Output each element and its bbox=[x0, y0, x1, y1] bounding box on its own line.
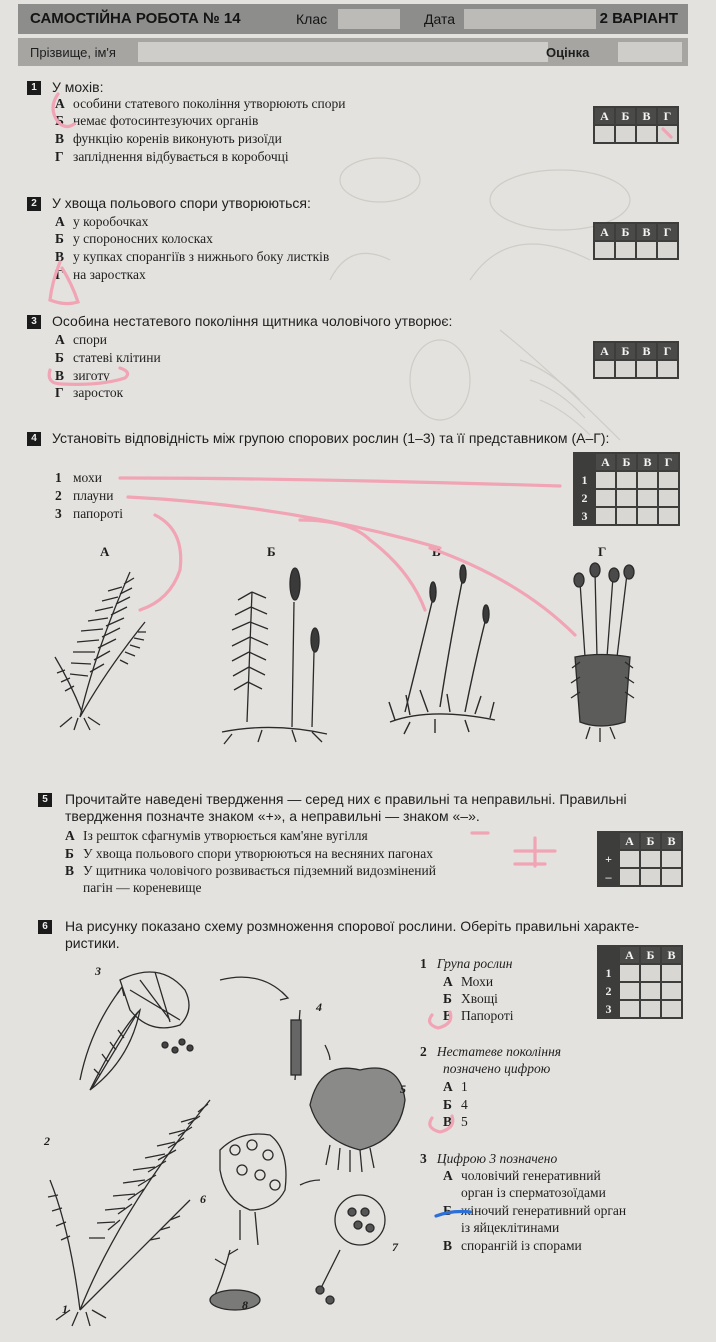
q2-option-g[interactable]: Г на заростках bbox=[55, 267, 146, 282]
q3-option-v[interactable]: В зиготу bbox=[55, 368, 110, 383]
q6-part1-title: 1 Група рослин bbox=[420, 956, 513, 971]
plant-label-v: В bbox=[432, 544, 441, 559]
diagram-number-2: 2 bbox=[44, 1134, 50, 1148]
grade-label: Оцінка bbox=[546, 45, 590, 60]
q4-item-3: 3 папороті bbox=[55, 506, 123, 521]
q5-statement-b: Б У хвоща польового спори утворюються на весняних пагонах bbox=[65, 846, 433, 861]
worksheet-title: САМОСТІЙНА РОБОТА № 14 bbox=[30, 10, 241, 27]
plant-label-a: А bbox=[100, 544, 110, 559]
q6-part1-option-a[interactable]: А Мохи bbox=[443, 974, 494, 989]
q6-answer-grid: А Б В 1 2 3 bbox=[597, 945, 683, 1019]
q2-option-a[interactable]: А у коробочках bbox=[55, 214, 149, 229]
q5-statement-v: В У щитника чоловічого розвивається підземний видозмінений bbox=[65, 863, 436, 878]
q6-part3-option-v[interactable]: В спорангій із спорами bbox=[443, 1238, 582, 1253]
plant-label-g: Г bbox=[598, 544, 607, 559]
question-number-3: 3 bbox=[27, 315, 41, 329]
q4-item-1: 1 мохи bbox=[55, 470, 102, 485]
question-number-4: 4 bbox=[27, 432, 41, 446]
question-2-text: У хвоща польового спори утворюються: bbox=[52, 195, 311, 211]
question-number-2: 2 bbox=[27, 197, 41, 211]
q4-answer-grid: А Б В Г 1 2 3 bbox=[573, 452, 680, 526]
q6-part1-option-b[interactable]: Б Хвощі bbox=[443, 991, 498, 1006]
q6-part3-option-a[interactable]: А чоловічий генеративний bbox=[443, 1168, 601, 1183]
q1-option-g[interactable]: Г запліднення відбувається в коробочці bbox=[55, 149, 289, 164]
diagram-number-7: 7 bbox=[392, 1240, 398, 1254]
q6-part2-option-b[interactable]: Б 4 bbox=[443, 1097, 468, 1112]
q6-part2-option-a[interactable]: А 1 bbox=[443, 1079, 468, 1094]
q6-part1-option-v[interactable]: В Папороті bbox=[443, 1008, 514, 1023]
q2-answer-grid: А Б В Г bbox=[593, 222, 679, 260]
diagram-number-3: 3 bbox=[95, 964, 101, 978]
diagram-number-1: 1 bbox=[62, 1302, 68, 1316]
q1-option-b[interactable]: Б немає фотосинтезуючих органів bbox=[55, 113, 259, 128]
diagram-number-6: 6 bbox=[200, 1192, 206, 1206]
q2-option-v[interactable]: В у купках спорангіїв з нижнього боку листків bbox=[55, 249, 330, 264]
q5-statement-a: А Із решток сфагнумів утворюється кам'яне вугілля bbox=[65, 828, 368, 843]
question-number-5: 5 bbox=[38, 793, 52, 807]
plant-label-b: Б bbox=[267, 544, 276, 559]
question-number-1: 1 bbox=[27, 81, 41, 95]
q6-part3-option-b-cont: із яйцеклітинами bbox=[461, 1220, 560, 1235]
question-4-text: Установіть відповідність між групою спорових рослин (1–3) та її представником (А–Г): bbox=[52, 430, 610, 446]
q6-part3-title: 3 Цифрою 3 позначено bbox=[420, 1151, 558, 1166]
q6-part3-option-b[interactable]: Б жіночий генеративний орган bbox=[443, 1203, 627, 1218]
q1-option-a[interactable]: А особини статевого покоління утворюють спори bbox=[55, 96, 346, 111]
variant-label: 2 ВАРІАНТ bbox=[599, 10, 678, 27]
q6-part2-title-cont: позначено цифрою bbox=[443, 1061, 551, 1076]
q4-item-2: 2 плауни bbox=[55, 488, 114, 503]
q3-answer-grid: А Б В Г bbox=[593, 341, 679, 379]
question-number-6: 6 bbox=[38, 920, 52, 934]
question-6-text-line1: На рисунку показано схему розмноження спорової рослини. Оберіть правильні характе- bbox=[65, 918, 640, 934]
q6-part2-title: 2 Нестатеве покоління bbox=[420, 1044, 562, 1059]
name-label: Прізвище, ім'я bbox=[30, 45, 116, 60]
diagram-number-5: 5 bbox=[400, 1082, 406, 1096]
question-3-text: Особина нестатевого покоління щитника чоловічого утворює: bbox=[52, 313, 453, 329]
date-label: Дата bbox=[424, 11, 456, 27]
question-6-text-line2: ристики. bbox=[65, 935, 120, 951]
q3-option-g[interactable]: Г заросток bbox=[55, 385, 124, 400]
q3-option-a[interactable]: А спори bbox=[55, 332, 107, 347]
q6-part2-option-v[interactable]: В 5 bbox=[443, 1114, 468, 1129]
question-5-text-line1: Прочитайте наведені твердження — серед них є правильні та неправильні. Правильні bbox=[65, 791, 627, 807]
q1-answer-grid: А Б В Г bbox=[593, 106, 679, 144]
q6-part3-option-a-cont: орган із сперматозоїдами bbox=[461, 1185, 606, 1200]
q1-option-v[interactable]: В функцію коренів виконують ризоїди bbox=[55, 131, 282, 146]
class-label: Клас bbox=[296, 11, 328, 27]
q5-answer-grid: А Б В + – bbox=[597, 831, 683, 887]
question-5-text-line2: твердження позначте знаком «+», а неправильні — знаком «–». bbox=[65, 808, 480, 824]
q3-option-b[interactable]: Б статеві клітини bbox=[55, 350, 161, 365]
q5-statement-v-cont: пагін — кореневище bbox=[83, 880, 202, 895]
question-1-text: У мохів: bbox=[52, 79, 104, 95]
q2-option-b[interactable]: Б у спороносних колосках bbox=[55, 231, 213, 246]
diagram-number-4: 4 bbox=[316, 1000, 322, 1014]
diagram-number-8: 8 bbox=[242, 1298, 248, 1312]
